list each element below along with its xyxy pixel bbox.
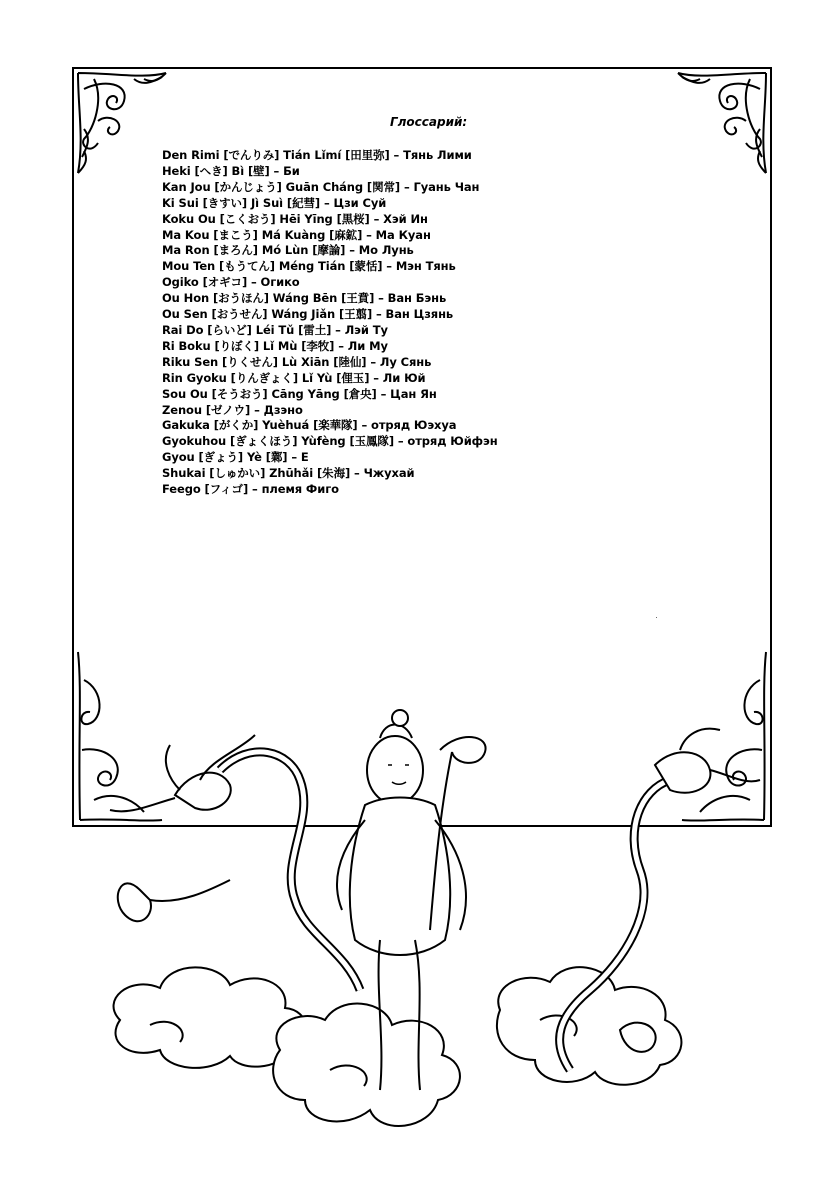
glossary-entry: Ou Sen [おうせん] Wáng Jiǎn [王翦] – Ван Цзянь (162, 307, 454, 322)
glossary-entry: Den Rimi [でんりみ] Tián Lǐmí [田里弥] – Тянь Лими (162, 148, 472, 162)
glossary-entry: Riku Sen [りくせん] Lù Xiān [陸仙] – Лу Сянь (162, 354, 432, 369)
glossary-entry: Sou Ou [そうおう] Cāng Yāng [倉央] – Цан Ян (162, 386, 437, 401)
glossary-entry: Ogiko [オギコ] – Огико (162, 275, 300, 290)
glossary-list (162, 148, 498, 498)
left-dragon-icon (110, 735, 360, 990)
glossary-entry: Shukai [しゅかい] Zhūhǎi [朱海] – Чжухай (162, 466, 415, 481)
glossary-entry: Zenou [ゼノウ] – Дзэно (162, 402, 303, 417)
corner-ornament-top-left-icon (74, 69, 174, 179)
glossary-entry: Gyou [ぎょう] Yè [鄴] – Е (162, 450, 309, 465)
glossary-entry: Feego [フィゴ] – племя Фиго (162, 482, 339, 497)
glossary-entry: Mou Ten [もうてん] Méng Tián [蒙恬] – Мэн Тянь (162, 259, 456, 274)
glossary-entry: Heki [へき] Bì [壁] – Би (162, 163, 300, 178)
glossary-entry: Koku Ou [こくおう] Hēi Yīng [黒桜] – Хэй Ин (162, 211, 428, 226)
glossary-title: Глоссарий: (390, 115, 468, 129)
corner-ornament-top-right-icon (666, 69, 770, 179)
speck (656, 617, 657, 618)
glossary-entry: Rin Gyoku [りんぎょく] Lǐ Yù [俚玉] – Ли Юй (162, 370, 426, 385)
dragon-deity-illustration (80, 690, 780, 1160)
glossary-entry: Rai Do [らいど] Léi Tǔ [雷土] – Лэй Ту (162, 322, 388, 337)
glossary-entry: Ma Ron [まろん] Mó Lùn [摩論] – Мо Лунь (162, 243, 414, 258)
glossary-entry: Kan Jou [かんじょう] Guān Cháng [関常] – Гуань Чан (162, 179, 480, 194)
glossary-entry: Ki Sui [きすい] Jì Suì [紀彗] – Цзи Суй (162, 195, 387, 210)
glossary-entry: Gakuka [がくか] Yuèhuá [楽華隊] – отряд Юэхуа (162, 418, 457, 433)
clouds-icon (114, 967, 682, 1126)
glossary-entry: Ou Hon [おうほん] Wáng Bēn [王賁] – Ван Бэнь (162, 291, 447, 306)
glossary-entry: Ri Boku [りぼく] Lǐ Mù [李牧] – Ли Му (162, 338, 388, 353)
glossary-entry: Gyokuhou [ぎょくほう] Yùfèng [玉鳳隊] – отряд Юйфэн (162, 434, 498, 449)
glossary-entry: Ma Kou [まこう] Má Kuàng [麻鉱] – Ма Куан (162, 227, 431, 242)
